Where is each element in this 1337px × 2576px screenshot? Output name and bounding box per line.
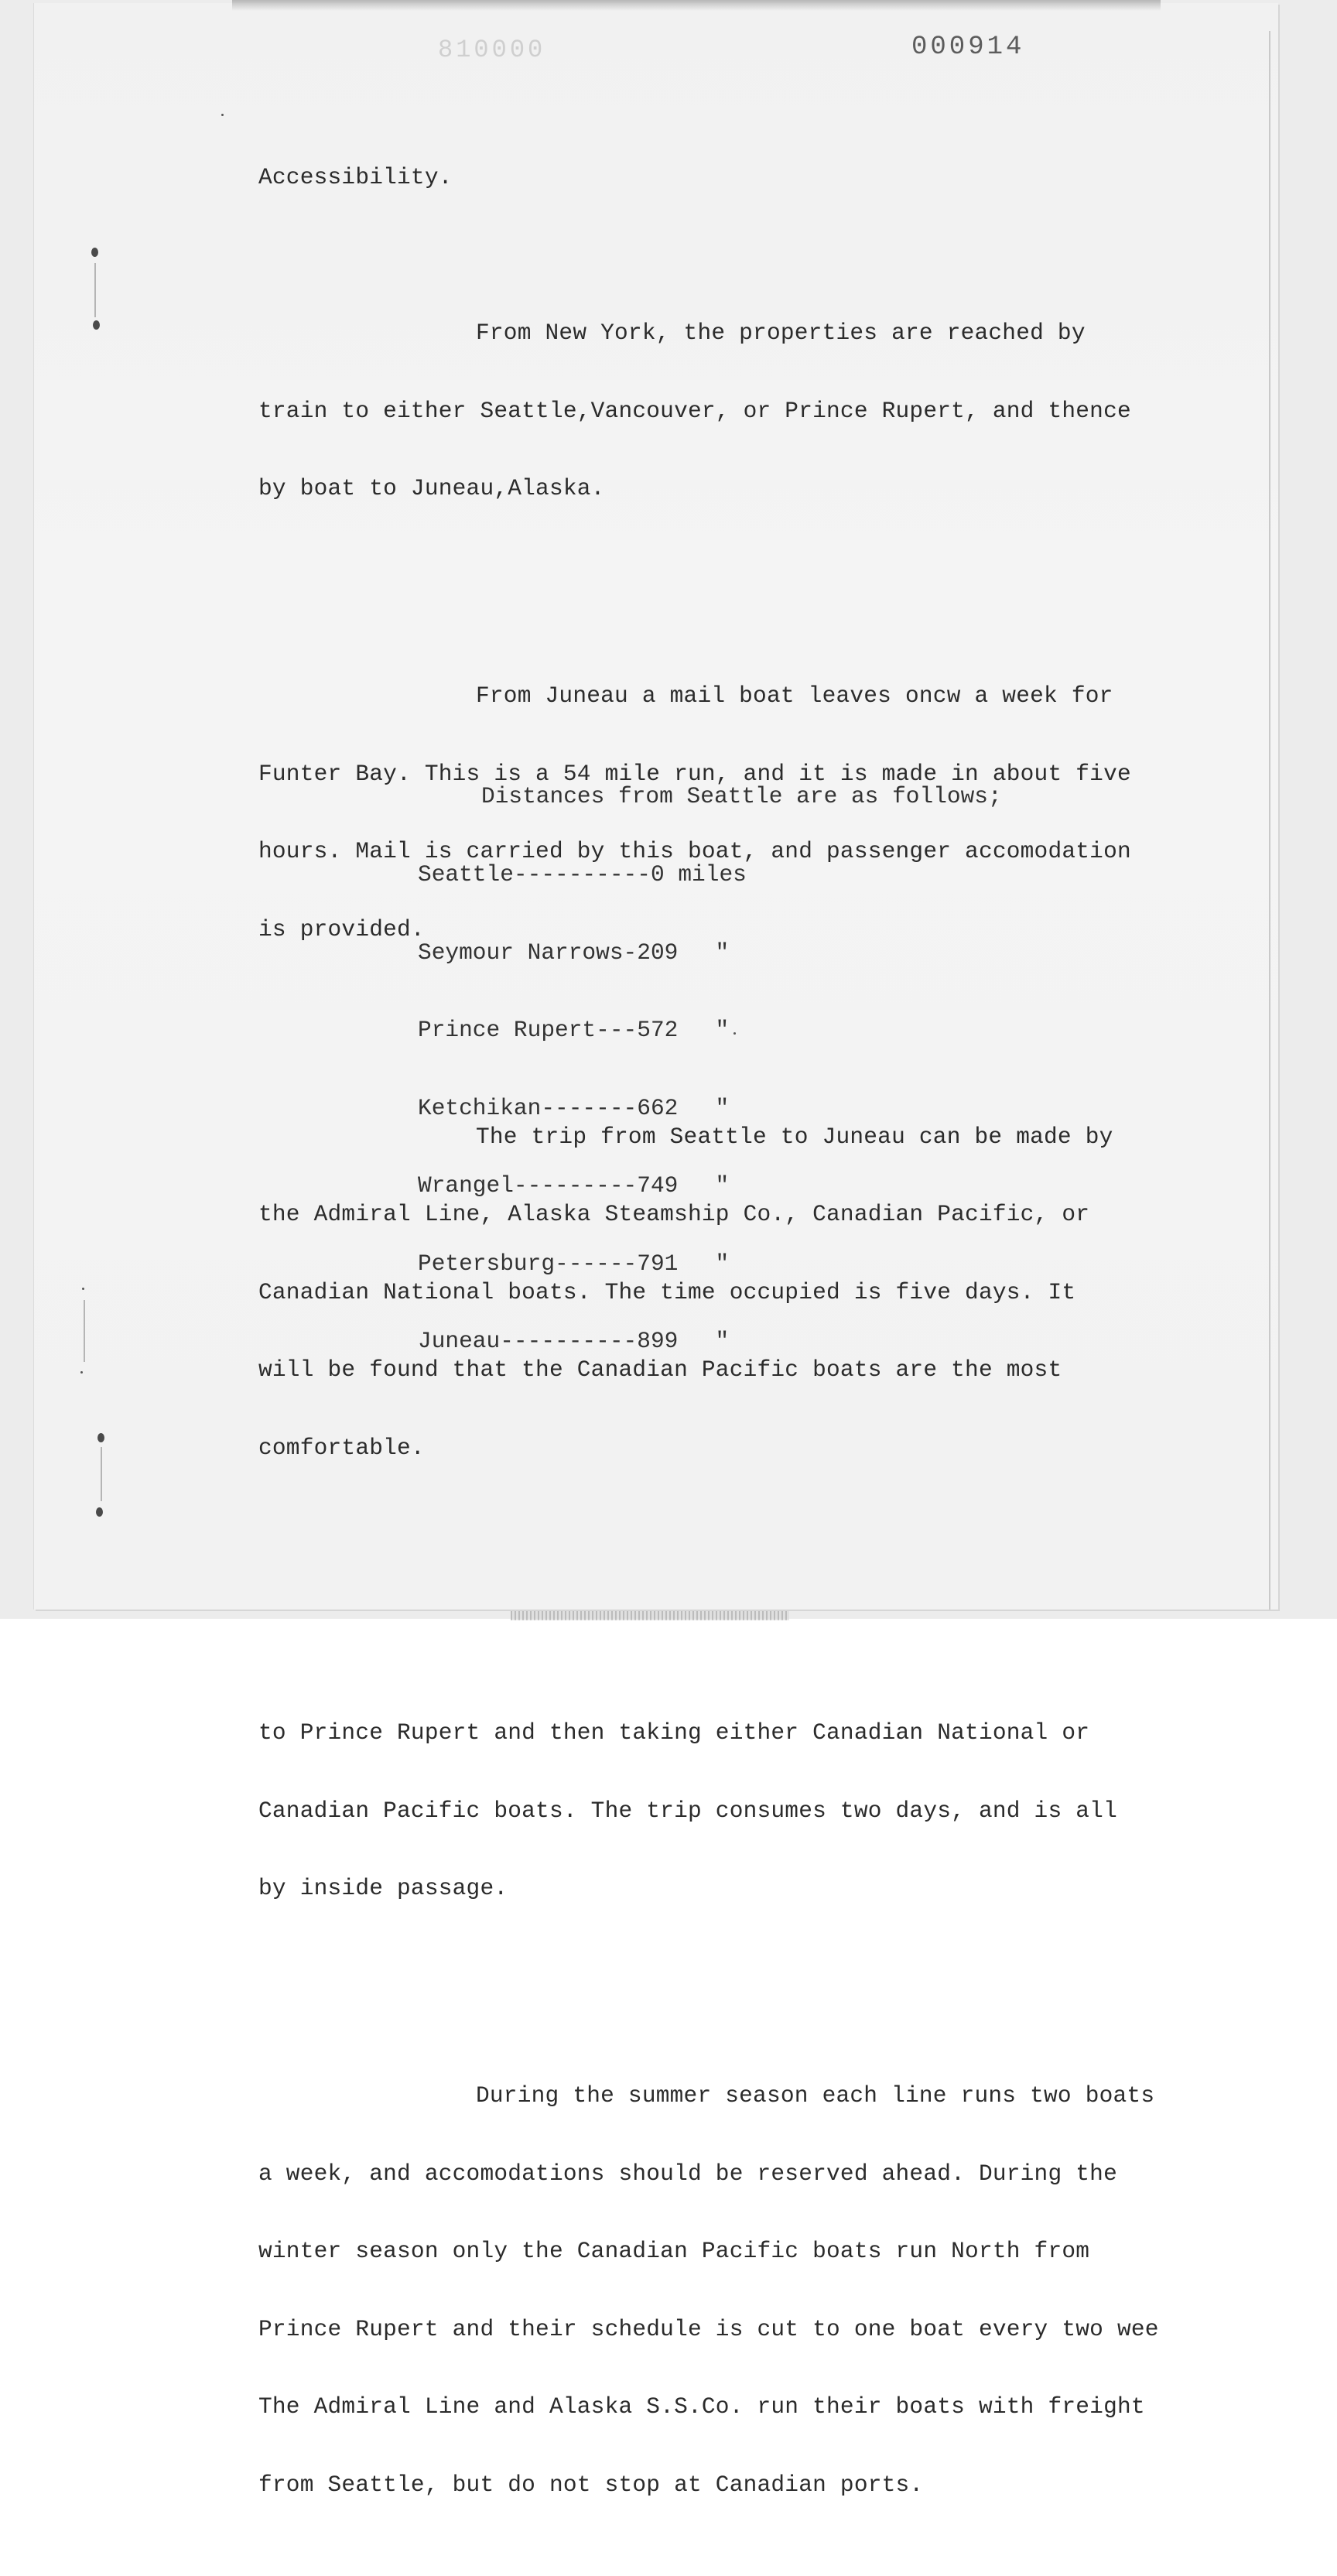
- scan-speck: [733, 1032, 736, 1035]
- paragraph-line: will be found that the Canadian Pacific boats are the most: [258, 1356, 1062, 1383]
- binder-hole-mark: [84, 1300, 85, 1362]
- ditto-mark: ": [715, 1172, 730, 1199]
- ditto-mark: ": [715, 939, 730, 966]
- binder-hole-mark: [91, 248, 98, 257]
- page-edge: [1269, 31, 1270, 1610]
- paragraph-line: comfortable.: [258, 1434, 425, 1461]
- distance-row-ketchikan: [418, 1096, 1002, 1122]
- paragraph-line: During the summer season each line runs two boats: [476, 2082, 1155, 2109]
- binder-hole-mark: [93, 320, 100, 330]
- distance-row-prince-rupert: [418, 1018, 1002, 1044]
- paragraph-line: Canadian Pacific boats. The trip consumes two days, and is all: [258, 1797, 1117, 1824]
- paragraph-line: From New York, the properties are reached by: [476, 320, 1086, 346]
- binder-hole-mark: [96, 1507, 103, 1517]
- paragraph-line: is provided.: [258, 915, 425, 942]
- paragraph-line: train to either Seattle,Vancouver, or Prince Rupert, and thence: [258, 397, 1131, 424]
- distance-entry: Ketchikan-------662: [418, 1094, 679, 1121]
- distance-row-juneau: [418, 1329, 1002, 1355]
- scan-bottom-margin: [0, 1619, 1337, 1702]
- binder-hole-mark: [97, 1433, 104, 1442]
- distance-table: [418, 732, 1002, 1380]
- bleed-through-number: 810000: [438, 36, 546, 64]
- distance-entry: Wrangel---------749: [418, 1172, 679, 1199]
- distance-entry: Seattle----------0 miles: [418, 861, 747, 888]
- paragraph-line: The trip from Seattle to Juneau can be made by: [476, 1123, 1113, 1150]
- paragraph-line: hours. Mail is carried by this boat, and passenger accomodation: [258, 838, 1131, 864]
- ditto-mark: ": [715, 1094, 730, 1121]
- distance-table-intro: Distances from Seattle are as follows;: [481, 783, 1002, 809]
- distance-row-seattle: [418, 862, 1002, 888]
- paragraph-line: winter season only the Canadian Pacific boats run North from: [258, 2238, 1090, 2264]
- ditto-mark: ": [715, 1017, 730, 1043]
- paragraph-line: from Seattle, but do not stop at Canadian ports.: [258, 2471, 924, 2498]
- distance-row-petersburg: [418, 1251, 1002, 1278]
- paragraph-line: a week, and accomodations should be reserved ahead. During the: [258, 2160, 1117, 2187]
- paragraph-line: the Admiral Line, Alaska Steamship Co., Canadian Pacific, or: [258, 1201, 1090, 1227]
- distance-entry: Seymour Narrows-209: [418, 939, 679, 966]
- paragraph-line: by inside passage.: [258, 1875, 508, 1901]
- distance-row-seymour-narrows: [418, 940, 1002, 966]
- distance-row-wrangel: [418, 1173, 1002, 1199]
- paragraph-line: Funter Bay. This is a 54 mile run, and it is made in about five: [258, 760, 1131, 787]
- paragraph-5: [258, 2031, 1264, 2550]
- paragraph-line: The Admiral Line and Alaska S.S.Co. run their boats with freight: [258, 2393, 1145, 2420]
- distance-entry: Prince Rupert---572: [418, 1017, 679, 1043]
- scan-speck: [221, 114, 224, 116]
- paragraph-line: to Prince Rupert and then taking either Canadian National or: [258, 1719, 1090, 1746]
- scan-top-shadow: [232, 0, 1161, 11]
- scan-speck: [80, 1371, 83, 1374]
- ditto-mark: ": [715, 1328, 730, 1354]
- binder-hole-mark: [94, 263, 96, 317]
- paragraph-line: Canadian National boats. The time occupied is five days. It: [258, 1278, 1076, 1305]
- paragraph-line: by boat to Juneau,Alaska.: [258, 475, 605, 501]
- distance-entry: Petersburg------791: [418, 1250, 679, 1277]
- paragraph-line: From Juneau a mail boat leaves oncw a week for: [476, 682, 1113, 709]
- page-number: 000914: [911, 32, 1025, 62]
- section-heading: Accessibility.: [258, 164, 453, 190]
- distance-entry: Juneau----------899: [418, 1328, 679, 1354]
- paragraph-line: Prince Rupert and their schedule is cut to one boat every two wee: [258, 2315, 1159, 2342]
- scan-bottom-smudge: [511, 1611, 789, 1620]
- ditto-mark: ": [715, 1250, 730, 1277]
- scan-speck: [82, 1288, 84, 1290]
- paragraph-1: [258, 269, 1264, 554]
- binder-hole-mark: [101, 1447, 102, 1501]
